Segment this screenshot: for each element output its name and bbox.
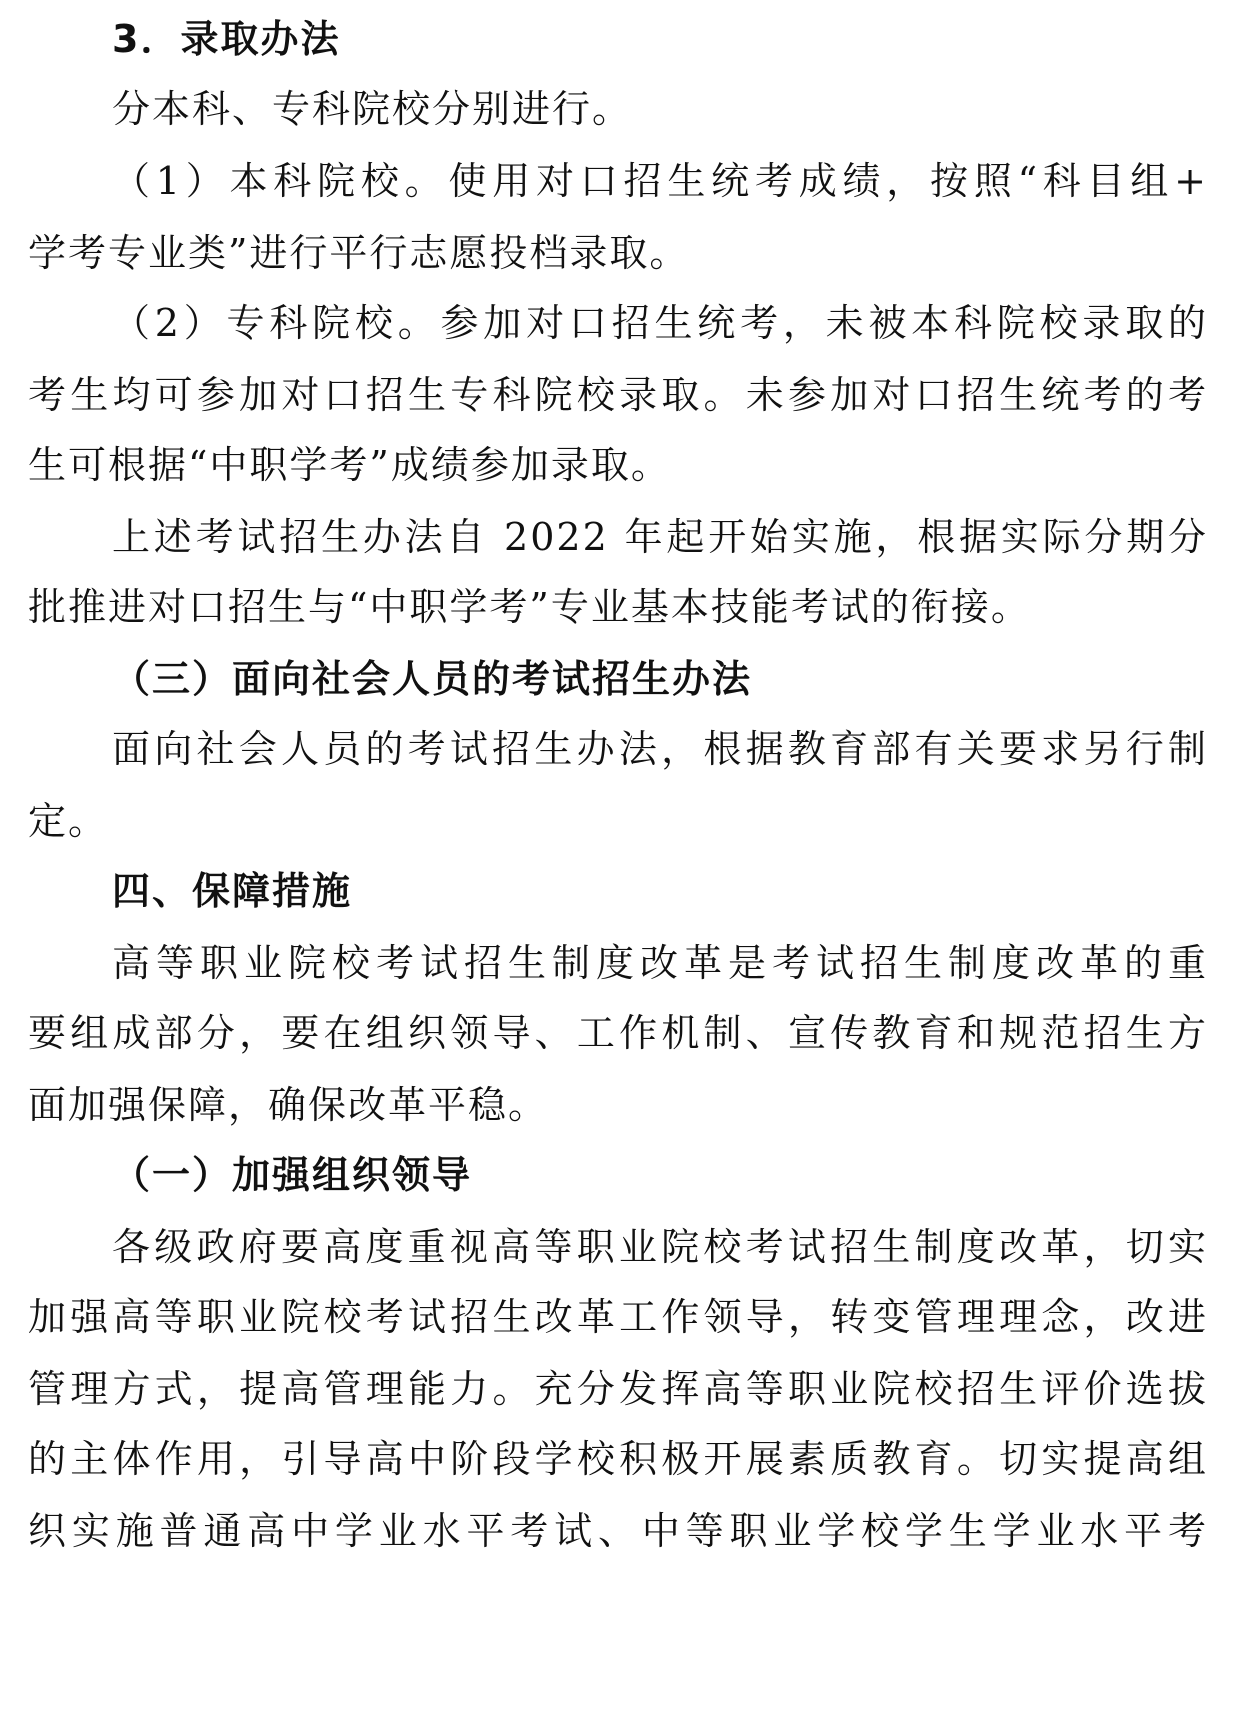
paragraph-line: 要组成部分，要在组织领导、工作机制、宣传教育和规范招生方 (28, 1011, 1208, 1055)
paragraph-line: （2）专科院校。参加对口招生统考，未被本科院校录取的 (112, 301, 1208, 345)
paragraph-line: 高等职业院校考试招生制度改革是考试招生制度改革的重 (112, 941, 1208, 985)
paragraph-line: 考生均可参加对口招生专科院校录取。未参加对口招生统考的考 (28, 373, 1208, 417)
paragraph-line: 上述考试招生办法自 2022 年起开始实施，根据实际分期分 (112, 515, 1208, 559)
section-heading-social-applicants: （三）面向社会人员的考试招生办法 (112, 657, 753, 701)
paragraph-line: 各级政府要高度重视高等职业院校考试招生制度改革，切实 (112, 1225, 1208, 1269)
paragraph-line: （1）本科院校。使用对口招生统考成绩，按照“科目组+ (112, 159, 1208, 203)
paragraph-line: 学考专业类”进行平行志愿投档录取。 (28, 231, 690, 275)
section-heading-safeguards: 四、保障措施 (112, 869, 353, 913)
paragraph-line: 分本科、专科院校分别进行。 (112, 87, 633, 131)
paragraph-line: 面向社会人员的考试招生办法，根据教育部有关要求另行制 (112, 727, 1208, 771)
paragraph-line: 的主体作用，引导高中阶段学校积极开展素质教育。切实提高组 (28, 1437, 1208, 1481)
section-heading-organization-leadership: （一）加强组织领导 (112, 1153, 473, 1197)
paragraph-line: 生可根据“中职学考”成绩参加录取。 (28, 443, 671, 487)
paragraph-line: 管理方式，提高管理能力。充分发挥高等职业院校招生评价选拔 (28, 1367, 1208, 1411)
paragraph-line: 加强高等职业院校考试招生改革工作领导，转变管理理念，改进 (28, 1295, 1208, 1339)
paragraph-line: 定。 (28, 799, 109, 843)
paragraph-line: 织实施普通高中学业水平考试、中等职业学校学生学业水平考 (28, 1509, 1208, 1553)
paragraph-line: 面加强保障，确保改革平稳。 (28, 1083, 549, 1127)
section-heading-admission-method: 3．录取办法 (112, 17, 341, 61)
paragraph-line: 批推进对口招生与“中职学考”专业基本技能考试的衔接。 (28, 585, 1031, 629)
